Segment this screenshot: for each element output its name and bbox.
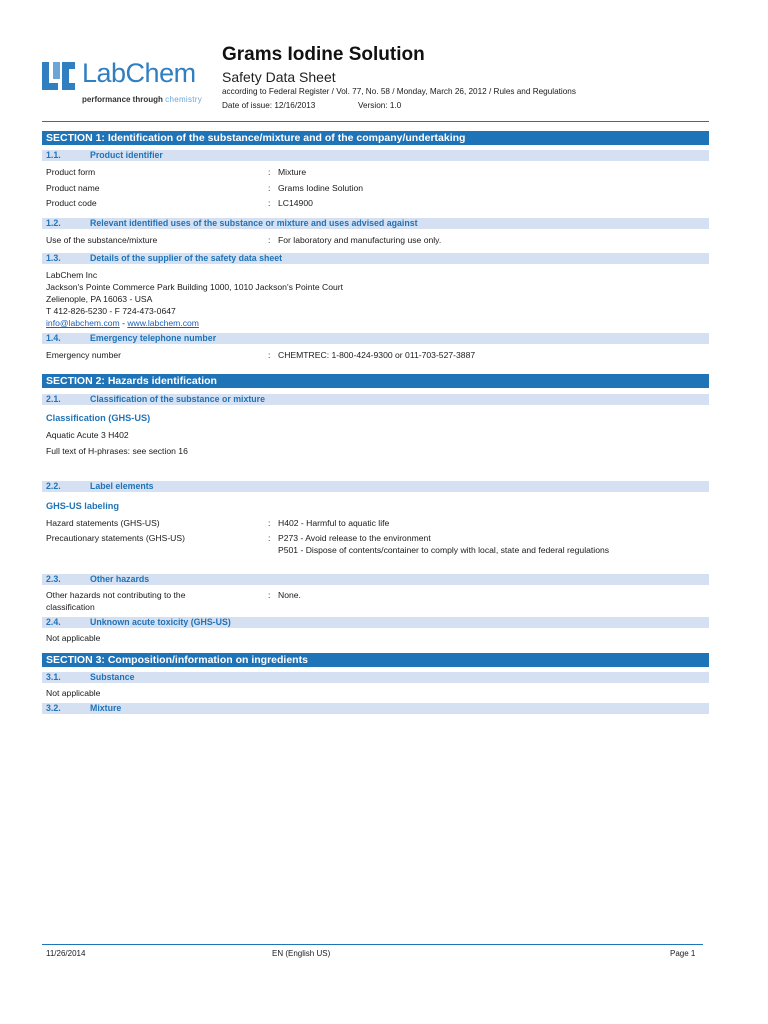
other-hazards-value: None. — [278, 590, 301, 600]
regulation-reference: according to Federal Register / Vol. 77, No. 58 / Monday, March 26, 2012 / Rules and Regulations — [222, 87, 576, 96]
footer-divider — [42, 944, 703, 945]
use-value: For laboratory and manufacturing use only. — [278, 235, 442, 245]
subsection-title: Product identifier — [90, 150, 163, 160]
link-separator: - — [119, 318, 128, 328]
section-1-header — [42, 131, 709, 145]
subsection-number: 3.1. — [46, 672, 61, 682]
subsection-title: Other hazards — [90, 574, 150, 584]
subsection-number: 2.3. — [46, 574, 61, 584]
document-subtitle: Safety Data Sheet — [222, 69, 336, 85]
classification-value: Aquatic Acute 3 H402 — [46, 430, 129, 440]
subsection-number: 3.2. — [46, 703, 61, 713]
subsection-title: Label elements — [90, 481, 154, 491]
section-3-header — [42, 653, 709, 667]
hazard-statements-label: Hazard statements (GHS-US) — [46, 518, 160, 528]
colon: : — [268, 350, 271, 360]
subsection-number: 2.1. — [46, 394, 61, 404]
labeling-heading: GHS-US labeling — [46, 501, 119, 511]
section-1-title: SECTION 1: Identification of the substance/mixture and of the company/undertaking — [46, 132, 466, 144]
colon: : — [268, 590, 271, 600]
subsection-number: 1.3. — [46, 253, 61, 263]
classification-heading: Classification (GHS-US) — [46, 413, 151, 423]
acute-toxicity-value: Not applicable — [46, 633, 101, 643]
section-2-title: SECTION 2: Hazards identification — [46, 375, 217, 387]
footer-language: EN (English US) — [272, 949, 331, 958]
subsection-title: Mixture — [90, 703, 122, 713]
precautionary-statements-label: Precautionary statements (GHS-US) — [46, 533, 185, 543]
website-link[interactable]: www.labchem.com — [127, 318, 199, 328]
subsection-1-1 — [42, 150, 709, 161]
colon: : — [268, 198, 271, 208]
subsection-number: 2.2. — [46, 481, 61, 491]
product-name-label: Product name — [46, 183, 100, 193]
subsection-2-3 — [42, 574, 709, 585]
subsection-title: Relevant identified uses of the substance or mixture and uses advised against — [90, 218, 418, 228]
subsection-2-2 — [42, 481, 709, 492]
supplier-name: LabChem Inc — [46, 270, 98, 280]
labchem-logo-icon — [42, 60, 76, 92]
section-2-header — [42, 374, 709, 388]
full-text-note: Full text of H-phrases: see section 16 — [46, 446, 188, 456]
subsection-title: Emergency telephone number — [90, 333, 217, 343]
subsection-number: 1.4. — [46, 333, 61, 343]
subsection-1-4 — [42, 333, 709, 344]
subsection-1-2 — [42, 218, 709, 229]
colon: : — [268, 235, 271, 245]
subsection-1-3 — [42, 253, 709, 264]
supplier-address-line-2: Zelienople, PA 16063 - USA — [46, 294, 153, 304]
colon: : — [268, 518, 271, 528]
emergency-value: CHEMTREC: 1-800-424-9300 or 011-703-527-3887 — [278, 350, 476, 360]
logo-wordmark: LabChem — [82, 58, 196, 88]
subsection-title: Unknown acute toxicity (GHS-US) — [90, 617, 231, 627]
date-of-issue: Date of issue: 12/16/2013 — [222, 101, 316, 110]
other-hazards-label-line-1: Other hazards not contributing to the — [46, 590, 186, 600]
footer-date: 11/26/2014 — [46, 949, 86, 958]
hazard-statements-value: H402 - Harmful to aquatic life — [278, 518, 390, 528]
subsection-number: 1.1. — [46, 150, 61, 160]
version: Version: 1.0 — [358, 101, 402, 110]
product-name-value: Grams Iodine Solution — [278, 183, 364, 193]
footer-page-number: Page 1 — [670, 949, 696, 958]
supplier-contact-links — [46, 318, 199, 328]
labchem-logo — [42, 58, 232, 108]
subsection-title: Classification of the substance or mixture — [90, 394, 266, 404]
substance-value: Not applicable — [46, 688, 101, 698]
document-title: Grams Iodine Solution — [222, 44, 425, 65]
product-form-value: Mixture — [278, 167, 307, 177]
subsection-title: Details of the supplier of the safety data sheet — [90, 253, 283, 263]
supplier-address-line-1: Jackson's Pointe Commerce Park Building 1000, 1010 Jackson's Pointe Court — [46, 282, 344, 292]
subsection-3-1 — [42, 672, 709, 683]
header-divider — [42, 121, 709, 122]
precautionary-statement-2: P501 - Dispose of contents/container to comply with local, state and federal regulations — [278, 545, 610, 555]
colon: : — [268, 167, 271, 177]
supplier-phone: T 412-826-5230 - F 724-473-0647 — [46, 306, 176, 316]
logo-tagline — [82, 95, 202, 104]
subsection-3-2 — [42, 703, 709, 714]
other-hazards-label-line-2: classification — [46, 602, 95, 612]
product-form-label: Product form — [46, 167, 96, 177]
tagline-bold: performance through — [82, 95, 163, 104]
colon: : — [268, 183, 271, 193]
use-label: Use of the substance/mixture — [46, 235, 158, 245]
section-3-title: SECTION 3: Composition/information on ingredients — [46, 654, 308, 666]
subsection-2-4 — [42, 617, 709, 628]
tagline-light: chemistry — [165, 95, 203, 104]
emergency-label: Emergency number — [46, 350, 121, 360]
email-link[interactable]: info@labchem.com — [46, 318, 120, 328]
subsection-number: 2.4. — [46, 617, 61, 627]
subsection-number: 1.2. — [46, 218, 61, 228]
product-code-label: Product code — [46, 198, 97, 208]
precautionary-statement-1: P273 - Avoid release to the environment — [278, 533, 431, 543]
subsection-title: Substance — [90, 672, 135, 682]
colon: : — [268, 533, 271, 543]
product-code-value: LC14900 — [278, 198, 313, 208]
subsection-2-1 — [42, 394, 709, 405]
